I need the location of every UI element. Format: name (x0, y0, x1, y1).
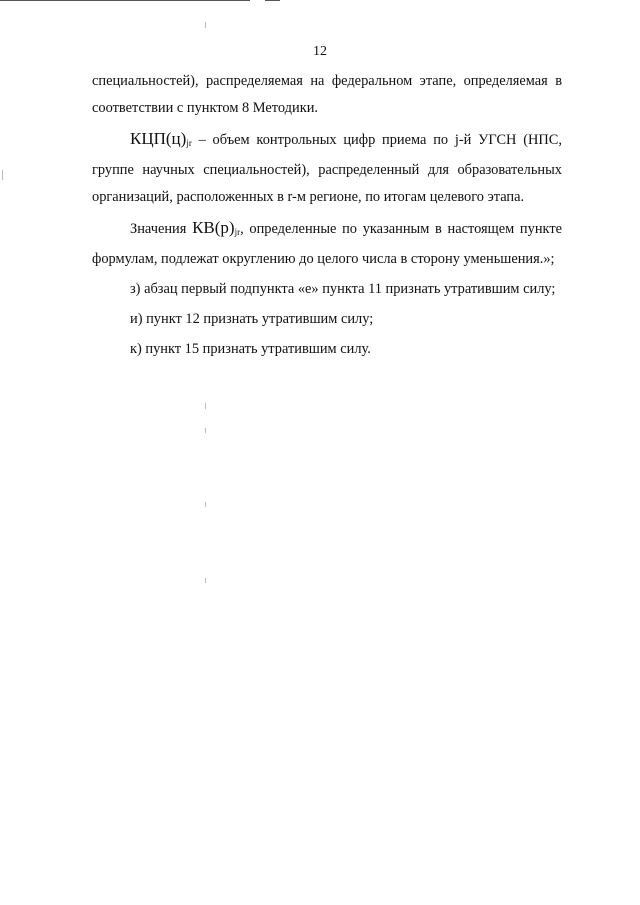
paragraph-rounding-rule (92, 214, 562, 273)
scan-speck (205, 403, 206, 409)
paragraph-continuation (92, 68, 562, 122)
scan-speck (205, 428, 206, 433)
list-item-k (92, 336, 562, 363)
paragraph-text: , определенные по указанным в настоящем пункте формулам, подлежат округлению до целого числа в сторону уменьшения.»; (92, 221, 562, 267)
formula-subscript: jr (234, 227, 241, 237)
paragraph-text: з) абзац первый подпункта «е» пункта 11 признать утратившим силу; (130, 281, 556, 297)
paragraph-text: специальностей), распределяемая на федеральном этапе, определяемая в соответствии с пунктом 8 Методики. (92, 73, 562, 116)
scan-artifact-line (0, 0, 250, 1)
scan-speck (205, 22, 206, 28)
page-number: 12 (313, 44, 327, 59)
scan-speck (205, 578, 206, 583)
paragraph-definition-kcp (92, 125, 562, 211)
list-item-z (92, 276, 562, 303)
paragraph-text: – объем контрольных цифр приема по j-й УГСН (НПС, группе научных специальностей), распределенный для образовательных организаций, расположенных в r-м регионе, по итогам целевого этапа. (92, 132, 562, 205)
scan-artifact-line (265, 0, 280, 1)
paragraph-text: и) пункт 12 признать утратившим силу; (130, 311, 374, 327)
formula-symbol: КЦП(ц) (130, 129, 187, 148)
document-body (92, 68, 562, 363)
paragraph-prefix: Значения (130, 221, 193, 237)
formula-subscript: jr (186, 138, 192, 148)
scan-speck (2, 170, 3, 180)
list-item-i (92, 306, 562, 333)
formula-symbol: КВ(р) (192, 218, 235, 237)
scan-speck (205, 502, 206, 507)
paragraph-text: к) пункт 15 признать утратившим силу. (130, 341, 371, 357)
